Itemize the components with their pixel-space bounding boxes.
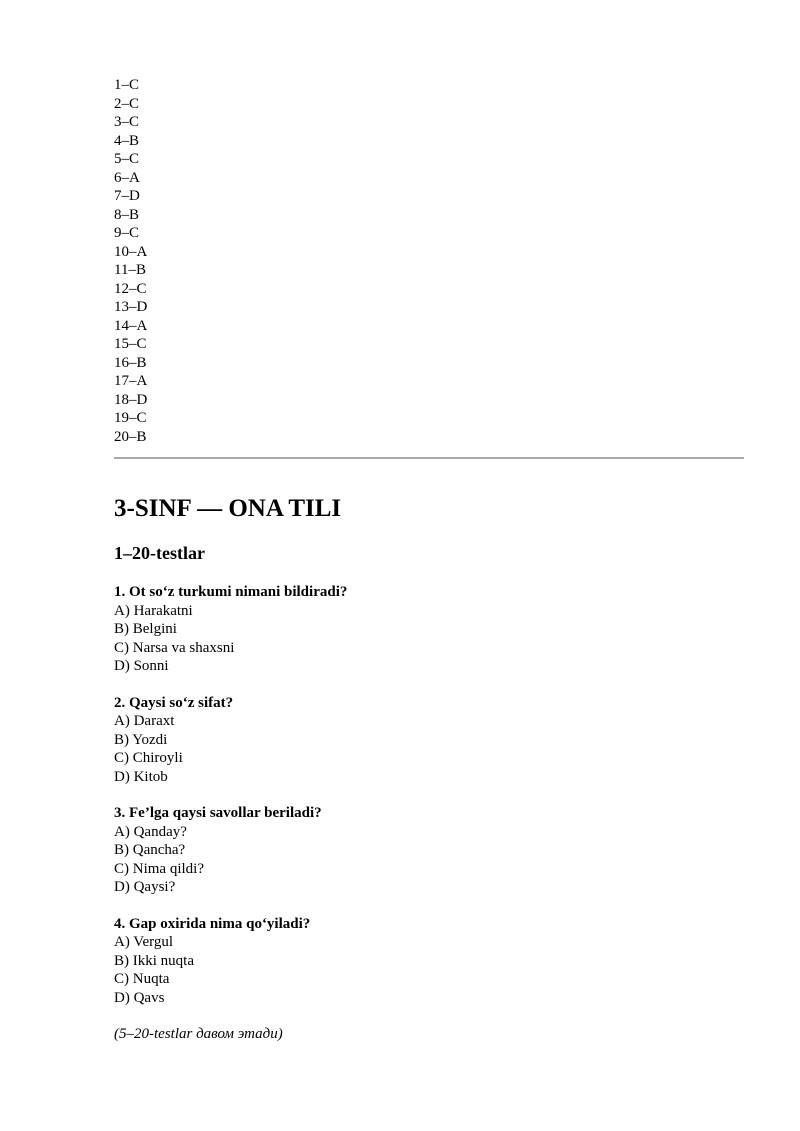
question-option: C) Narsa va shaxsni xyxy=(114,639,235,656)
question-block xyxy=(114,694,744,787)
question-option: A) Qanday? xyxy=(114,823,187,840)
question-option: A) Daraxt xyxy=(114,713,175,729)
question-option: B) Yozdi xyxy=(114,731,168,748)
question-option: A) Harakatni xyxy=(114,602,193,619)
section-title: 3-SINF — ONA TILI xyxy=(114,495,342,522)
question-block xyxy=(114,915,744,1008)
question-option: D) Qaysi? xyxy=(114,879,176,895)
answer-item: 20–B xyxy=(114,428,147,445)
question-option: A) Vergul xyxy=(114,934,174,950)
answer-item: 7–D xyxy=(114,188,140,204)
answer-item: 8–B xyxy=(114,206,140,223)
answer-item: 4–B xyxy=(114,132,140,149)
document-page xyxy=(114,76,744,1044)
question-option: C) Nima qildi? xyxy=(114,860,204,877)
question-option: B) Ikki nuqta xyxy=(114,952,194,969)
answer-item: 10–A xyxy=(114,243,148,260)
question-option: B) Qancha? xyxy=(114,842,186,858)
question-title: 1. Ot so‘z turkumi nimani bildiradi? xyxy=(114,584,348,600)
answer-item: 13–D xyxy=(114,299,148,315)
question-option: D) Kitob xyxy=(114,768,168,785)
question-option: B) Belgini xyxy=(114,621,177,637)
question-block xyxy=(114,804,744,897)
question-title: 3. Fe’lga qaysi savollar beriladi? xyxy=(114,805,322,821)
answer-item: 2–C xyxy=(114,95,140,112)
question-option: C) Nuqta xyxy=(114,971,170,987)
question-option: C) Chiroyli xyxy=(114,750,183,766)
answer-item: 1–C xyxy=(114,77,140,93)
answer-item: 5–C xyxy=(114,151,140,167)
question-title: 4. Gap oxirida nima qo‘yiladi? xyxy=(114,915,311,932)
question-block xyxy=(114,583,744,676)
answer-item: 11–B xyxy=(114,262,146,278)
answer-item: 15–C xyxy=(114,336,147,352)
answer-key-list xyxy=(114,76,744,446)
answer-item: 9–C xyxy=(114,225,140,241)
question-option: D) Sonni xyxy=(114,658,169,674)
answer-item: 18–D xyxy=(114,391,148,408)
continuation-note: (5–20-testlar давом этади) xyxy=(114,1026,283,1042)
answer-item: 6–A xyxy=(114,169,140,186)
answer-item: 19–C xyxy=(114,410,147,426)
question-title: 2. Qaysi so‘z sifat? xyxy=(114,694,234,711)
question-list xyxy=(114,583,744,1007)
answer-item: 14–A xyxy=(114,317,148,334)
answer-item: 3–C xyxy=(114,114,140,130)
question-option: D) Qavs xyxy=(114,989,165,1006)
section-subtitle: 1–20-testlar xyxy=(114,543,205,563)
section-divider xyxy=(114,457,744,459)
answer-item: 17–A xyxy=(114,373,148,389)
answer-item: 16–B xyxy=(114,354,147,371)
answer-item: 12–C xyxy=(114,280,147,297)
